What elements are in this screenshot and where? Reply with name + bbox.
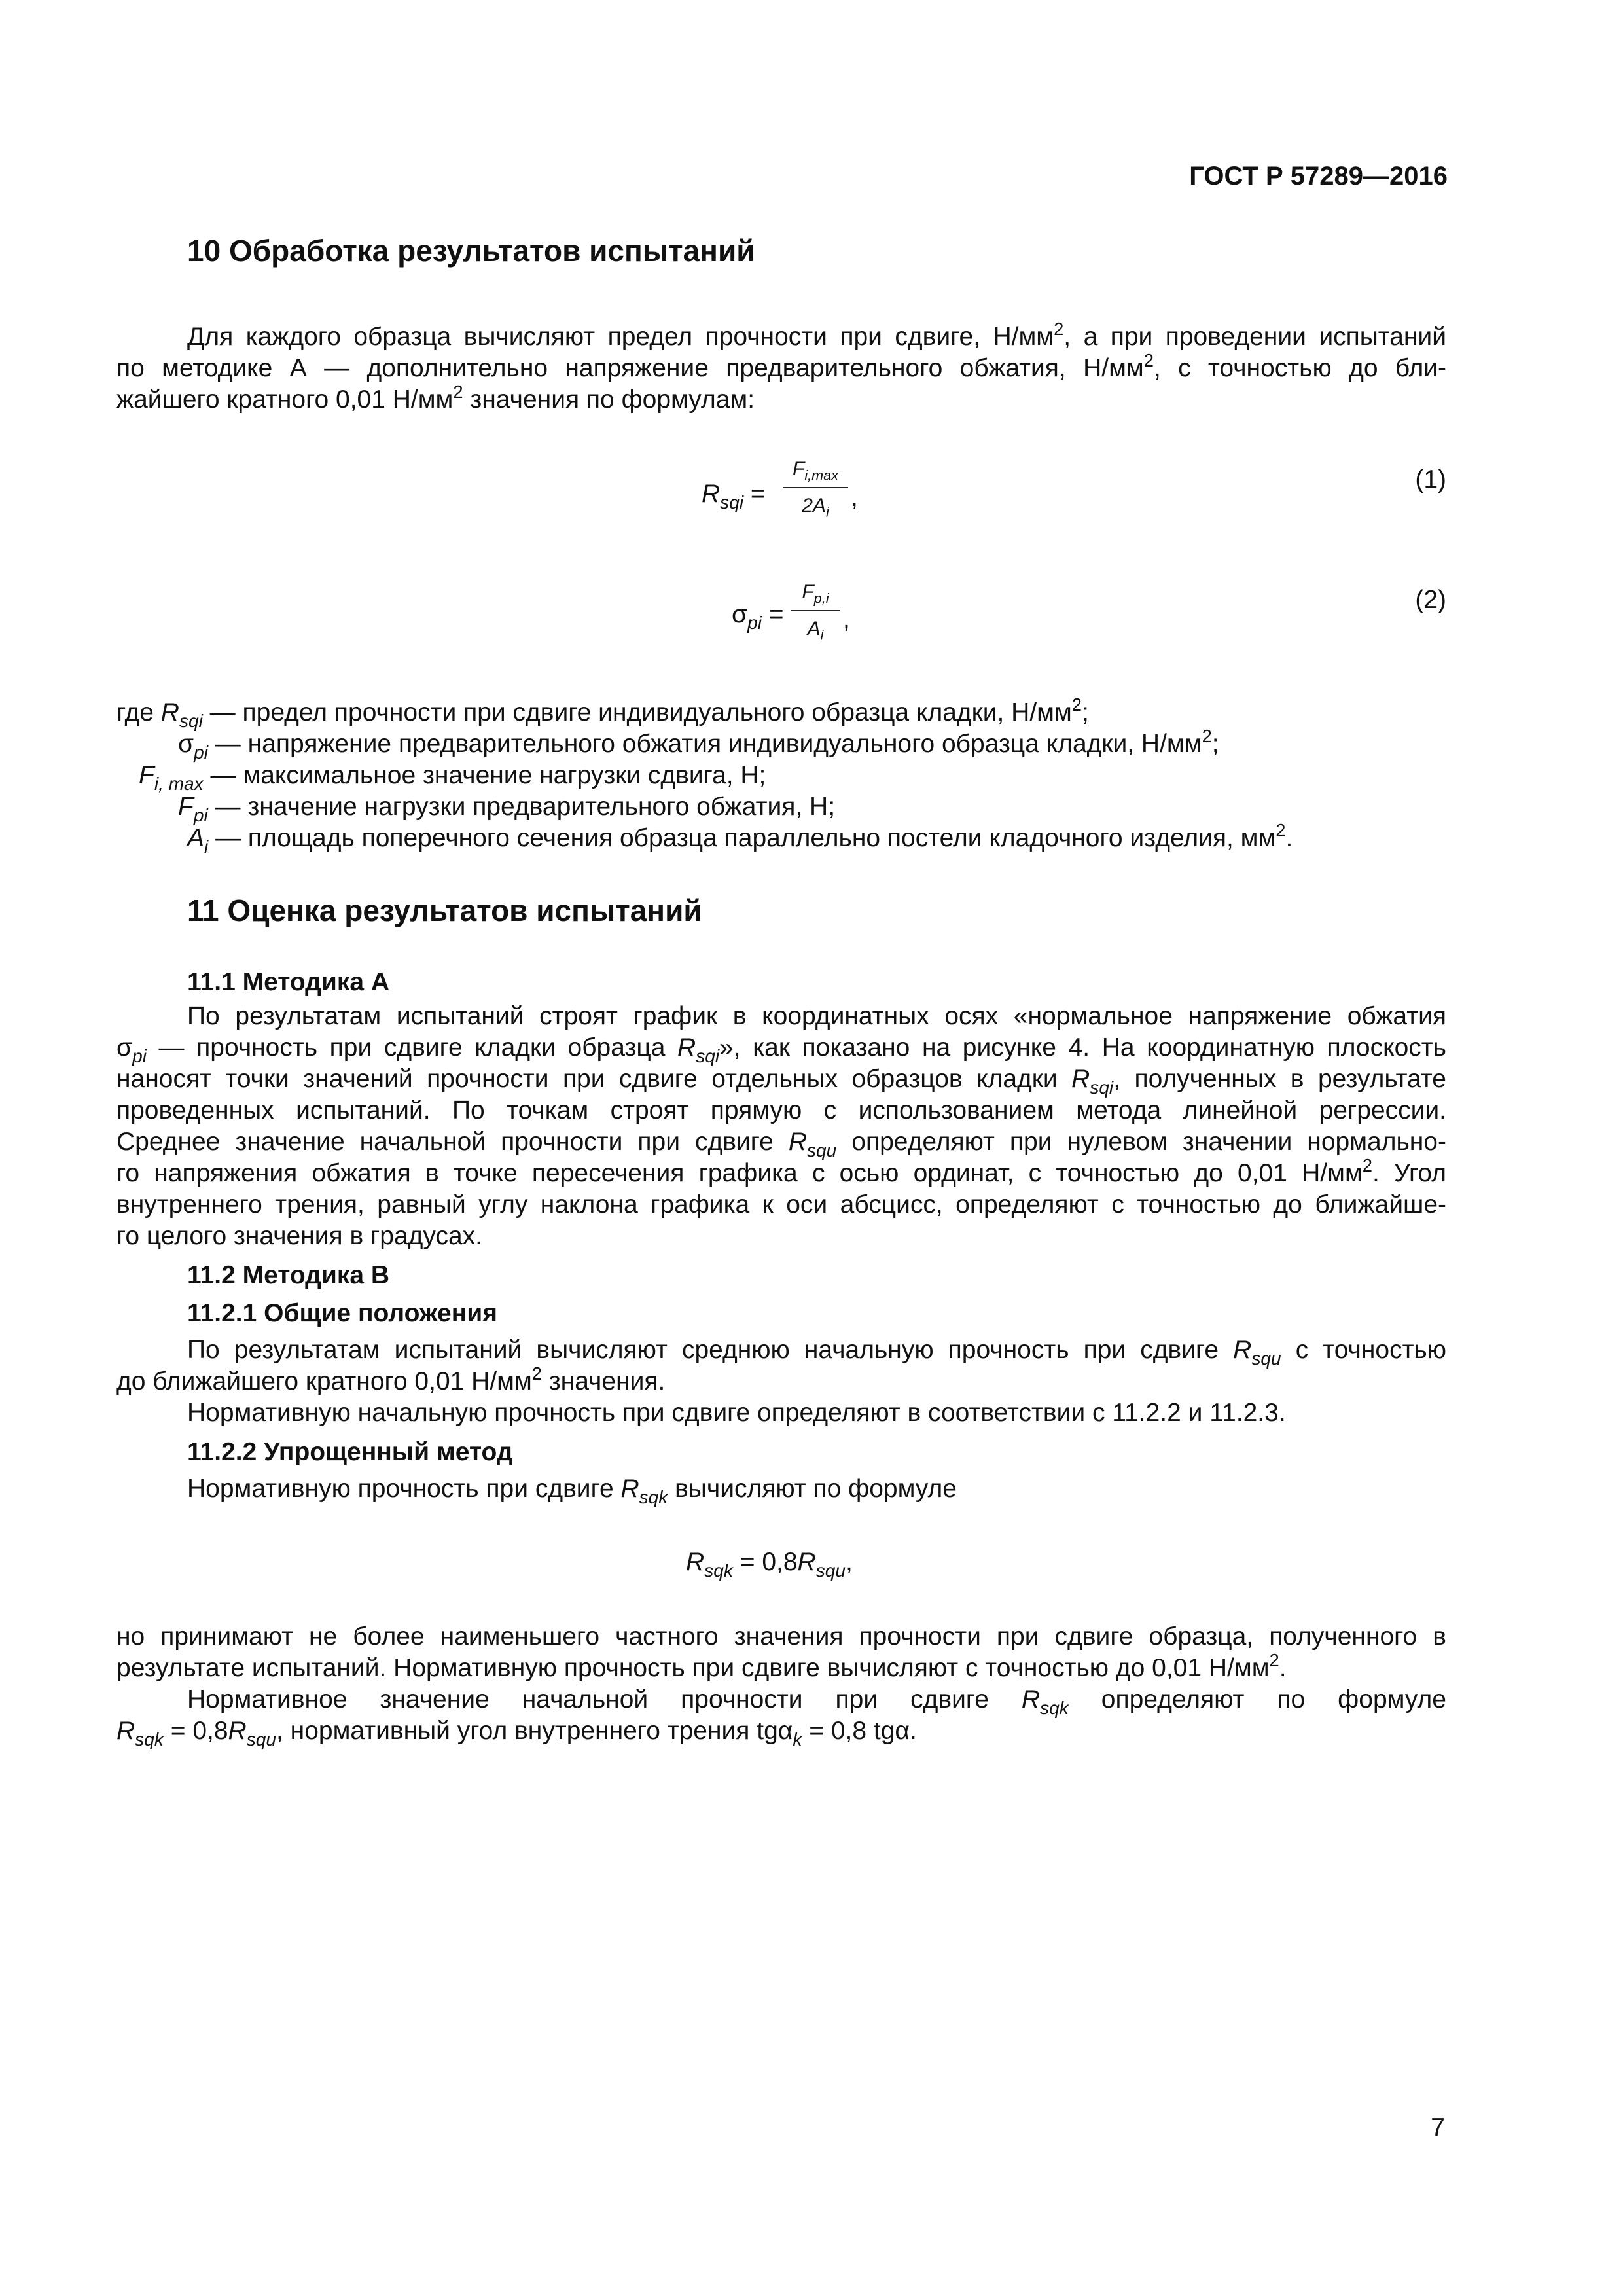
formula-3: $R_{sqk} = 0,8R_{squ}$, <box>686 1548 853 1581</box>
s111-line-6: го напряжения обжатия в точке пересечения графика с осью ординат, с точностью до 0,01 $Н/мм^2$. Угол <box>116 1155 1446 1187</box>
subsection-11-2-2-title: 11.2.2 Упрощенный метод <box>187 1438 513 1466</box>
section-11-title: 11 Оценка результатов испытаний <box>187 893 702 927</box>
where-item-5: $A_i$ — площадь поперечного сечения образца параллельно постели кладочного изделия, $мм^2$. <box>187 820 1293 857</box>
s1122-line-1: Нормативную прочность при сдвиге $R_{sqk}$ вычисляют по формуле <box>187 1475 957 1507</box>
s1121-line-3: Нормативную начальную прочность при сдвиге определяют в соответствии с 11.2.2 и 11.2.3. <box>187 1399 1286 1427</box>
where-item-1: где $R_{sqi}$ — предел прочности при сдвиге индивидуального образца кладки, $Н/мм^2$; <box>116 694 1089 731</box>
s111-line-4: проведенных испытаний. По точкам строят прямую с использованием метода линейной регрессии. <box>116 1096 1446 1124</box>
s1122-line-4: Нормативное значение начальной прочности при сдвиге $R_{sqk}$ определяют по формуле <box>187 1685 1446 1718</box>
formula-2-number: (2) <box>1415 586 1446 614</box>
section-10-line-3: жайшего кратного 0,01 $Н/мм^2$ значения по формулам: <box>116 382 755 414</box>
s1122-line-3: результате испытаний. Нормативную прочность при сдвиге вычисляют с точностью до 0,01 $Н/мм^2$. <box>116 1650 1287 1682</box>
s1121-line-1: По результатам испытаний вычисляют среднюю начальную прочность при сдвиге $R_{squ}$ с точностью <box>187 1336 1447 1369</box>
subsection-11-2-title: 11.2 Методика В <box>187 1261 390 1289</box>
s1122-line-5: $R_{sqk} = 0,8R_{squ}$, нормативный угол внутреннего трения tgα$_k$ = 0,8 tgα. <box>116 1717 917 1749</box>
s111-line-5: Среднее значение начальной прочности при сдвиге $R_{squ}$ определяют при нулевом значении нормально- <box>116 1128 1446 1160</box>
where-item-2: $\sigma_{pi}$ — напряжение предварительного обжатия индивидуального образца кладки, $Н/мм^2$; <box>178 726 1219 762</box>
subsection-11-1-title: 11.1 Методика А <box>187 968 390 996</box>
section-10-title: 10 Обработка результатов испытаний <box>187 234 755 268</box>
section-10-line-2: по методике А — дополнительно напряжение предварительного обжатия, $Н/мм^2$, с точностью до бли- <box>116 350 1446 382</box>
page-number: 7 <box>1431 2113 1445 2142</box>
s1121-line-2: до ближайшего кратного 0,01 $Н/мм^2$ значения. <box>116 1363 666 1395</box>
s1122-line-2: но принимают не более наименьшего частного значения прочности при сдвиге образца, полученного в <box>116 1623 1446 1651</box>
s111-line-3: наносят точки значений прочности при сдвиге отдельных образцов кладки $R_{sqi}$, полученных в результате <box>116 1065 1446 1098</box>
s111-line-7: внутреннего трения, равный углу наклона графика к оси абсцисс, определяют с точностью до ближайше- <box>116 1191 1446 1219</box>
doc-header-id: ГОСТ Р 57289—2016 <box>1189 162 1448 190</box>
section-10-line-1: Для каждого образца вычисляют предел прочности при сдвиге, $Н/мм^2$, а при проведении испытаний <box>187 319 1446 351</box>
s111-line-2: $\sigma_{pi}$ — прочность при сдвиге кладки образца $R_{sqi}$», как показано на рисунке 4. На координатную плоскость <box>116 1033 1446 1066</box>
s111-line-8: го целого значения в градусах. <box>116 1222 483 1250</box>
formula-1-number: (1) <box>1415 465 1446 493</box>
s111-line-1: По результатам испытаний строят график в координатных осях «нормальное напряжение обжатия <box>187 1002 1446 1030</box>
where-item-4: $F_{pi}$ — значение нагрузки предварительного обжатия, Н; <box>178 793 836 825</box>
subsection-11-2-1-title: 11.2.1 Общие положения <box>187 1299 498 1327</box>
where-item-3: $F_{i, max}$ — максимальное значение нагрузки сдвига, Н; <box>139 761 766 794</box>
